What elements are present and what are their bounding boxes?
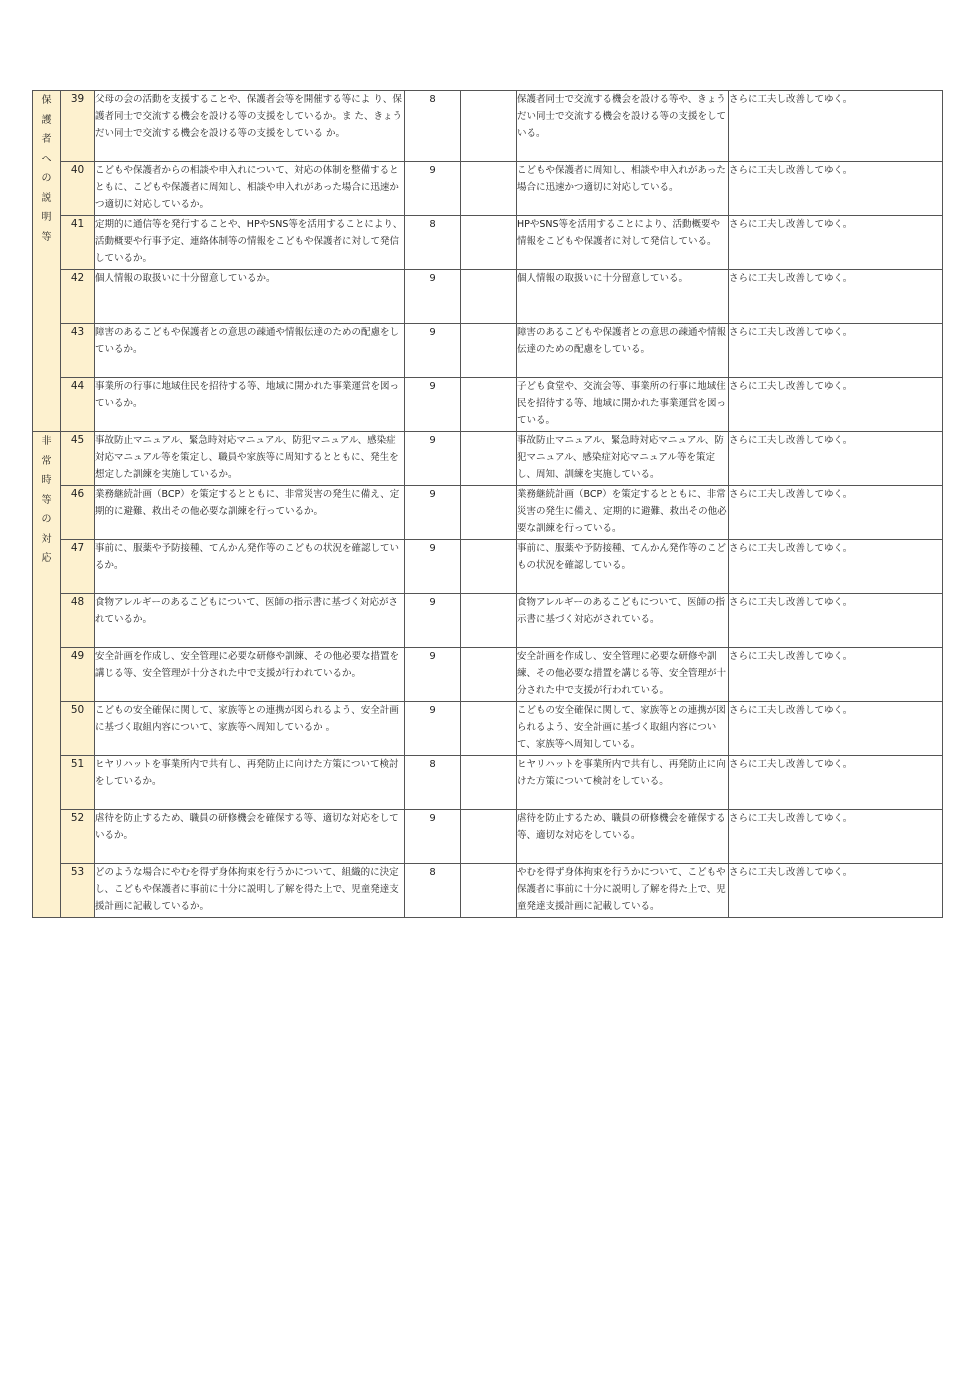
current-status: 業務継続計画（BCP）を策定するとともに、非常災害の発生に備え、定期的に避難、救出その他必要な訓練を行っている。 (517, 486, 729, 540)
current-status: やむを得ず身体拘束を行うかについて、こどもや保護者に事前に十分に説明し了解を得た上で、児童発達支援計画に記載している。 (517, 864, 729, 918)
item-number: 47 (61, 540, 95, 594)
item-question: こどもの安全確保に関して、家族等との連携が図られるよう、安全計画に基づく取組内容について、家族等へ周知しているか 。 (95, 702, 405, 756)
no-count (461, 324, 517, 378)
current-status: 食物アレルギーのあるこどもについて、医師の指示書に基づく対応がされている。 (517, 594, 729, 648)
no-count (461, 540, 517, 594)
improvement-plan: さらに工夫し改善してゆく。 (729, 270, 943, 324)
category-char: 明 (41, 212, 52, 223)
improvement-plan: さらに工夫し改善してゆく。 (729, 216, 943, 270)
category-char: 等 (41, 494, 52, 506)
no-count (461, 810, 517, 864)
category-char: 保 (41, 95, 52, 106)
yes-count: 9 (405, 270, 461, 324)
current-status: 障害のあるこどもや保護者との意思の疎通や情報伝達のための配慮をしている。 (517, 324, 729, 378)
evaluation-table (32, 90, 943, 918)
improvement-plan: さらに工夫し改善してゆく。 (729, 378, 943, 432)
category-char: の (41, 514, 52, 525)
current-status: HPやSNS等を活用することにより、活動概要や情報をこどもや保護者に対して発信している。 (517, 216, 729, 270)
item-number: 40 (61, 162, 95, 216)
item-number: 44 (61, 378, 95, 432)
table-row (33, 162, 943, 216)
item-question: 事前に、服薬や予防接種、てんかん発作等のこどもの状況を確認しているか。 (95, 540, 405, 594)
item-question: どのような場合にやむを得ず身体拘束を行うかについて、組織的に決定し、こどもや保護者に事前に十分に説明し了解を得た上で、児童発達支援計画に記載しているか。 (95, 864, 405, 918)
evaluation-table-body (33, 91, 943, 918)
item-number: 42 (61, 270, 95, 324)
item-question: 個人情報の取扱いに十分留意しているか。 (95, 270, 405, 324)
item-question: 食物アレルギーのあるこどもについて、医師の指示書に基づく対応がされているか。 (95, 594, 405, 648)
yes-count: 8 (405, 864, 461, 918)
improvement-plan: さらに工夫し改善してゆく。 (729, 702, 943, 756)
no-count (461, 432, 517, 486)
item-question: ヒヤリハットを事業所内で共有し、再発防止に向けた方策について検討をしているか。 (95, 756, 405, 810)
table-row (33, 864, 943, 918)
category-char: へ (41, 153, 52, 165)
category-char: の (41, 173, 52, 184)
improvement-plan: さらに工夫し改善してゆく。 (729, 324, 943, 378)
no-count (461, 162, 517, 216)
current-status: 保護者同士で交流する機会を設ける等や、きょうだい同士で交流する機会を設ける等の支援をしている。 (517, 91, 729, 162)
yes-count: 9 (405, 324, 461, 378)
current-status: 事前に、服薬や予防接種、てんかん発作等のこどもの状況を確認している。 (517, 540, 729, 594)
yes-count: 8 (405, 91, 461, 162)
category-char: 等 (41, 231, 52, 243)
category-char: 時 (41, 475, 52, 486)
item-number: 43 (61, 324, 95, 378)
improvement-plan: さらに工夫し改善してゆく。 (729, 486, 943, 540)
category-char: 応 (41, 553, 52, 564)
yes-count: 8 (405, 216, 461, 270)
table-row (33, 432, 943, 486)
item-number: 45 (61, 432, 95, 486)
yes-count: 9 (405, 432, 461, 486)
table-row (33, 324, 943, 378)
table-row (33, 648, 943, 702)
improvement-plan: さらに工夫し改善してゆく。 (729, 810, 943, 864)
item-question: 事故防止マニュアル、緊急時対応マニュアル、防犯マニュアル、感染症対応マニュアル等を策定し、職員や家族等に周知するとともに、発生を想定した訓練を実施しているか。 (95, 432, 405, 486)
current-status: 安全計画を作成し、安全管理に必要な研修や訓練、その他必要な措置を講じる等、安全管理が十分された中で支援が行われている。 (517, 648, 729, 702)
item-question: 定期的に通信等を発行することや、HPやSNS等を活用することにより、活動概要や行事予定、連絡体制等の情報をこどもや保護者に対して発信しているか。 (95, 216, 405, 270)
current-status: 虐待を防止するため、職員の研修機会を確保する等、適切な対応をしている。 (517, 810, 729, 864)
no-count (461, 756, 517, 810)
no-count (461, 91, 517, 162)
item-question: こどもや保護者からの相談や申入れについて、対応の体制を整備するとともに、こどもや保護者に周知し、相談や申入れがあった場合に迅速かつ適切に対応しているか。 (95, 162, 405, 216)
table-row (33, 810, 943, 864)
item-question: 障害のあるこどもや保護者との意思の疎通や情報伝達のための配慮をしているか。 (95, 324, 405, 378)
current-status: ヒヤリハットを事業所内で共有し、再発防止に向けた方策について検討をしている。 (517, 756, 729, 810)
table-row (33, 91, 943, 162)
table-row (33, 486, 943, 540)
no-count (461, 594, 517, 648)
table-row (33, 216, 943, 270)
item-number: 39 (61, 91, 95, 162)
yes-count: 9 (405, 594, 461, 648)
no-count (461, 378, 517, 432)
item-number: 52 (61, 810, 95, 864)
item-number: 46 (61, 486, 95, 540)
item-question: 事業所の行事に地域住民を招待する等、地域に開かれた事業運営を図っているか。 (95, 378, 405, 432)
improvement-plan: さらに工夫し改善してゆく。 (729, 91, 943, 162)
item-number: 48 (61, 594, 95, 648)
item-question: 業務継続計画（BCP）を策定するとともに、非常災害の発生に備え、定期的に避難、救出その他必要な訓練を行っているか。 (95, 486, 405, 540)
item-question: 安全計画を作成し、安全管理に必要な研修や訓練、その他必要な措置を講じる等、安全管理が十分された中で支援が行われているか。 (95, 648, 405, 702)
yes-count: 9 (405, 378, 461, 432)
category-label (33, 432, 61, 918)
yes-count: 9 (405, 702, 461, 756)
category-char: 非 (41, 436, 52, 447)
item-number: 53 (61, 864, 95, 918)
improvement-plan: さらに工夫し改善してゆく。 (729, 594, 943, 648)
table-row (33, 270, 943, 324)
improvement-plan: さらに工夫し改善してゆく。 (729, 648, 943, 702)
table-row (33, 702, 943, 756)
improvement-plan: さらに工夫し改善してゆく。 (729, 756, 943, 810)
item-number: 50 (61, 702, 95, 756)
yes-count: 9 (405, 648, 461, 702)
category-char: 説 (41, 192, 52, 204)
table-row (33, 540, 943, 594)
category-char: 護 (41, 114, 52, 126)
improvement-plan: さらに工夫し改善してゆく。 (729, 162, 943, 216)
table-row (33, 594, 943, 648)
no-count (461, 648, 517, 702)
no-count (461, 864, 517, 918)
category-label (33, 91, 61, 432)
improvement-plan: さらに工夫し改善してゆく。 (729, 540, 943, 594)
yes-count: 9 (405, 162, 461, 216)
yes-count: 9 (405, 810, 461, 864)
yes-count: 9 (405, 486, 461, 540)
current-status: こどもや保護者に周知し、相談や申入れがあった場合に迅速かつ適切に対応している。 (517, 162, 729, 216)
category-char: 対 (41, 533, 52, 545)
improvement-plan: さらに工夫し改善してゆく。 (729, 432, 943, 486)
item-number: 41 (61, 216, 95, 270)
no-count (461, 216, 517, 270)
current-status: 個人情報の取扱いに十分留意している。 (517, 270, 729, 324)
yes-count: 9 (405, 540, 461, 594)
current-status: こどもの安全確保に関して、家族等との連携が図られるよう、安全計画に基づく取組内容について、家族等へ周知している。 (517, 702, 729, 756)
item-number: 49 (61, 648, 95, 702)
no-count (461, 486, 517, 540)
category-char: 者 (41, 134, 52, 145)
current-status: 子ども食堂や、交流会等、事業所の行事に地域住民を招待する等、地域に開かれた事業運営を図っている。 (517, 378, 729, 432)
current-status: 事故防止マニュアル、緊急時対応マニュアル、防犯マニュアル、感染症対応マニュアル等を策定し、周知、訓練を実施している。 (517, 432, 729, 486)
no-count (461, 270, 517, 324)
table-row (33, 756, 943, 810)
improvement-plan: さらに工夫し改善してゆく。 (729, 864, 943, 918)
item-question: 虐待を防止するため、職員の研修機会を確保する等、適切な対応をしているか。 (95, 810, 405, 864)
table-row (33, 378, 943, 432)
item-question: 父母の会の活動を支援することや、保護者会等を開催する等によ り、保護者同士で交流する機会を設ける等の支援をしているか。ま た、きょうだい同士で交流する機会を設ける等の支援をしている か。 (95, 91, 405, 162)
yes-count: 8 (405, 756, 461, 810)
no-count (461, 702, 517, 756)
category-char: 常 (41, 455, 52, 467)
item-number: 51 (61, 756, 95, 810)
